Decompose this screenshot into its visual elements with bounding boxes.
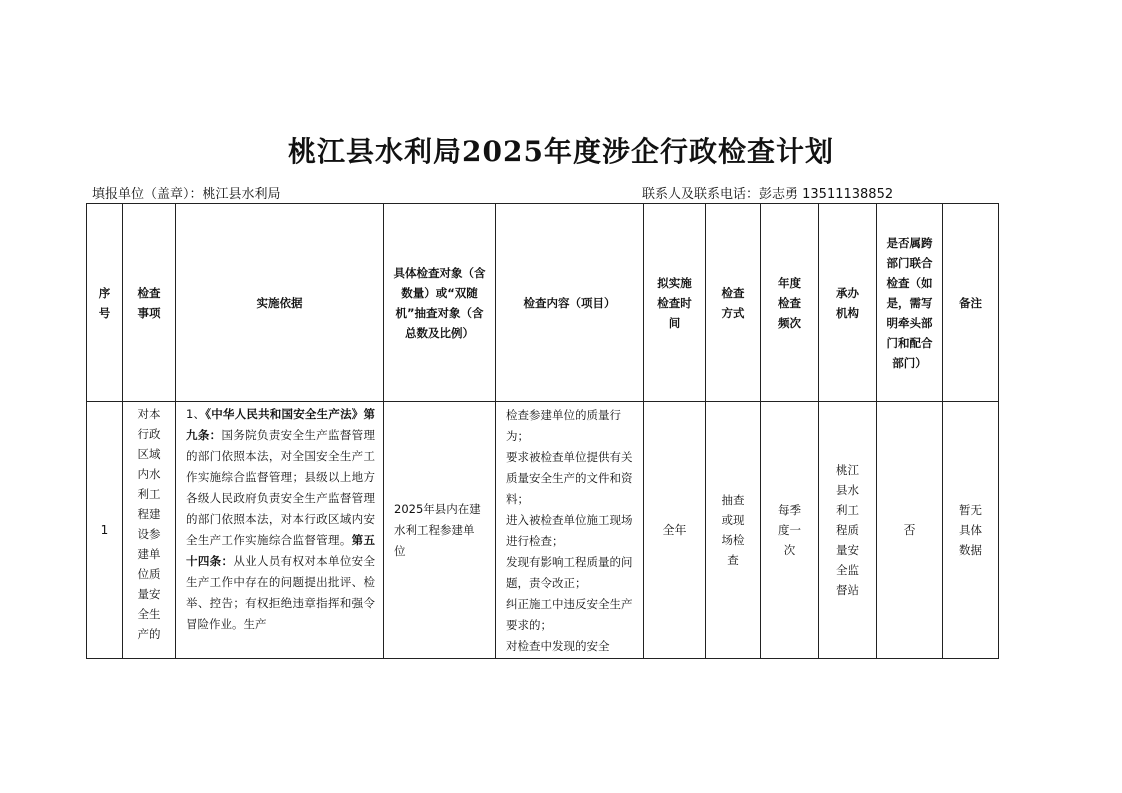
header-remark: 备注 xyxy=(943,204,999,402)
content-line: 检查参建单位的质量行为； xyxy=(506,408,621,443)
row-seq: 1 xyxy=(87,402,123,659)
row-target: 2025年县内在建水利工程参建单位 xyxy=(384,402,496,659)
header-basis: 实施依据 xyxy=(176,204,384,402)
header-item: 检查事项 xyxy=(123,204,176,402)
header-time: 拟实施检查时间 xyxy=(644,204,706,402)
filler-unit: 填报单位（盖章）：桃江县水利局 xyxy=(92,187,281,202)
contact-info: 联系人及联系电话：彭志勇 13511138852 xyxy=(642,187,894,202)
header-content: 检查内容（项目） xyxy=(496,204,644,402)
content-line: 纠正施工中违反安全生产要求的； xyxy=(506,597,633,632)
row-joint: 否 xyxy=(877,402,943,659)
header-row xyxy=(87,204,999,402)
row-item: 对本行政区域内水利工程建设参建单位质量安全生产的 xyxy=(123,402,176,659)
law-article: 第五十四条： xyxy=(186,533,375,568)
header-frequency: 年度检查频次 xyxy=(761,204,819,402)
law-citation: 《中华人民共和国安全生产法》第九条： xyxy=(186,407,375,442)
header-agency: 承办机构 xyxy=(819,204,877,402)
row-remark: 暂无具体数据 xyxy=(943,402,999,659)
row-method: 抽查或现场检查 xyxy=(706,402,761,659)
inspection-plan-table xyxy=(86,203,999,659)
row-time: 全年 xyxy=(644,402,706,659)
row-agency: 桃江县水利工程质量安全监督站 xyxy=(819,402,877,659)
row-basis: 1、《中华人民共和国安全生产法》第九条：国务院负责安全生产监督管理的部门依照本法，对全国安全生产工作实施综合监督管理；县级以上地方各级人民政府负责安全生产监督管理的部门依照本法，对本行政区域内安全生产工作实施综合监督管理。第五十四条：从业人员有权对本单位安全生产工作中存在的问题提出批评、检举、控告；有权拒绝违章指挥和强令冒险作业。生产 xyxy=(176,402,384,659)
content-line: 发现有影响工程质量的问题，责令改正； xyxy=(506,555,633,590)
table-row xyxy=(87,402,999,659)
row-content xyxy=(496,402,644,659)
page-title: 桃江县水利局2025年度涉企行政检查计划 xyxy=(288,135,834,168)
content-line: 进入被检查单位施工现场进行检查； xyxy=(506,513,633,548)
header-joint: 是否属跨部门联合检查（如是，需写明牵头部门和配合部门） xyxy=(877,204,943,402)
header-method: 检查方式 xyxy=(706,204,761,402)
content-line: 对检查中发现的安全 xyxy=(506,639,610,653)
header-target: 具体检查对象（含数量）或“双随机”抽查对象（含总数及比例） xyxy=(384,204,496,402)
row-frequency: 每季度一次 xyxy=(761,402,819,659)
header-seq: 序号 xyxy=(87,204,123,402)
content-line: 要求被检查单位提供有关质量安全生产的文件和资料； xyxy=(506,450,633,506)
